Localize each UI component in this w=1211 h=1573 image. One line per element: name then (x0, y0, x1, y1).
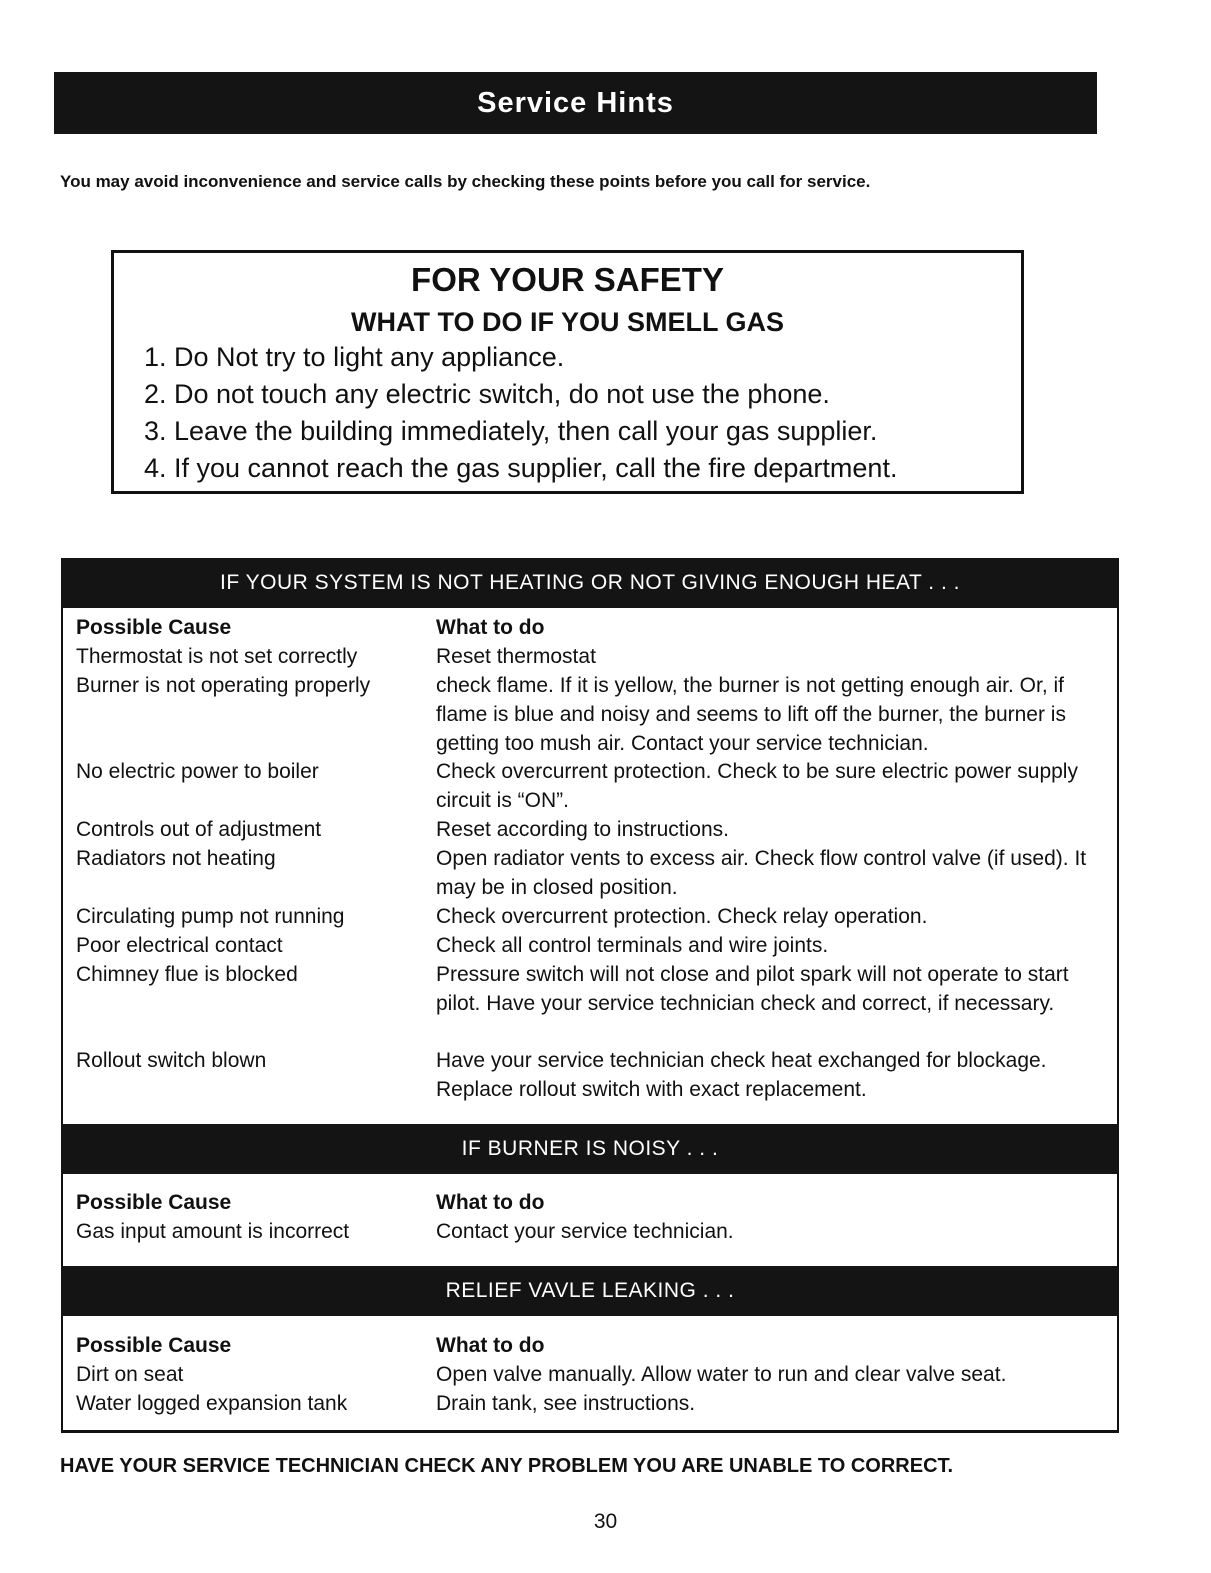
cause-cell: Dirt on seat (76, 1363, 184, 1386)
action-cell: check flame. If it is yellow, the burner is not getting enough air. Or, if flame is blue and noisy and seems to lift off the burner, the burner is getting too mush air. Contact your service technician. (436, 674, 1066, 755)
action-cell: Reset thermostat (436, 645, 596, 668)
column-header-cause: Possible Cause (76, 1334, 232, 1357)
cause-cell: No electric power to boiler (76, 760, 319, 783)
cause-cell: Water logged expansion tank (76, 1392, 348, 1415)
page-number: 30 (593, 1510, 618, 1533)
action-cell: Check overcurrent protection. Check relay operation. (436, 905, 928, 928)
section-heading: RELIEF VAVLE LEAKING . . . (61, 1266, 1119, 1316)
column-header-action: What to do (436, 616, 545, 639)
column-header-cause: Possible Cause (76, 1191, 232, 1214)
action-cell: Have your service technician check heat exchanged for blockage. Replace rollout switch with exact replacement. (436, 1049, 1047, 1101)
action-cell: Open radiator vents to excess air. Check flow control valve (if used). It may be in closed position. (436, 847, 1087, 899)
cause-cell: Thermostat is not set correctly (76, 645, 358, 668)
cause-cell: Poor electrical contact (76, 934, 283, 957)
column-header-cause: Possible Cause (76, 616, 232, 639)
safety-subtitle: WHAT TO DO IF YOU SMELL GAS (350, 307, 784, 337)
safety-item: 2. Do not touch any electric switch, do not use the phone. (144, 379, 830, 409)
cause-cell: Radiators not heating (76, 847, 276, 870)
section-heading: IF YOUR SYSTEM IS NOT HEATING OR NOT GIVING ENOUGH HEAT . . . (61, 558, 1119, 608)
cause-cell: Burner is not operating properly (76, 674, 371, 697)
safety-item: 1. Do Not try to light any appliance. (144, 342, 565, 372)
safety-box (111, 250, 1024, 494)
section-heading: IF BURNER IS NOISY . . . (61, 1124, 1119, 1174)
action-cell: Drain tank, see instructions. (436, 1392, 696, 1415)
cause-cell: Gas input amount is incorrect (76, 1220, 350, 1243)
action-cell: Pressure switch will not close and pilot spark will not operate to start pilot. Have your service technician check and correct, if necessary. (436, 963, 1069, 1015)
page-banner (54, 72, 1097, 134)
safety-item: 3. Leave the building immediately, then call your gas supplier. (144, 416, 878, 446)
action-cell: Open valve manually. Allow water to run and clear valve seat. (436, 1363, 1007, 1386)
safety-list (144, 339, 897, 487)
action-cell: Contact your service technician. (436, 1220, 734, 1243)
cause-cell: Controls out of adjustment (76, 818, 322, 841)
cause-cell: Circulating pump not running (76, 905, 345, 928)
action-cell: Reset according to instructions. (436, 818, 729, 841)
footer-warning: HAVE YOUR SERVICE TECHNICIAN CHECK ANY PROBLEM YOU ARE UNABLE TO CORRECT. (60, 1455, 954, 1477)
banner-title: Service Hints (477, 86, 674, 119)
action-cell: Check all control terminals and wire joints. (436, 934, 829, 957)
intro-text: You may avoid inconvenience and service calls by checking these points before you call for service. (60, 172, 871, 191)
cause-cell: Rollout switch blown (76, 1049, 267, 1072)
troubleshooting-table (61, 558, 1119, 1433)
column-header-action: What to do (436, 1334, 545, 1357)
column-header-action: What to do (436, 1191, 545, 1214)
cause-cell: Chimney flue is blocked (76, 963, 298, 986)
safety-item: 4. If you cannot reach the gas supplier, call the fire department. (144, 453, 898, 483)
action-cell: Check overcurrent protection. Check to be sure electric power supply circuit is “ON”. (436, 760, 1078, 812)
safety-title: FOR YOUR SAFETY (411, 261, 724, 298)
